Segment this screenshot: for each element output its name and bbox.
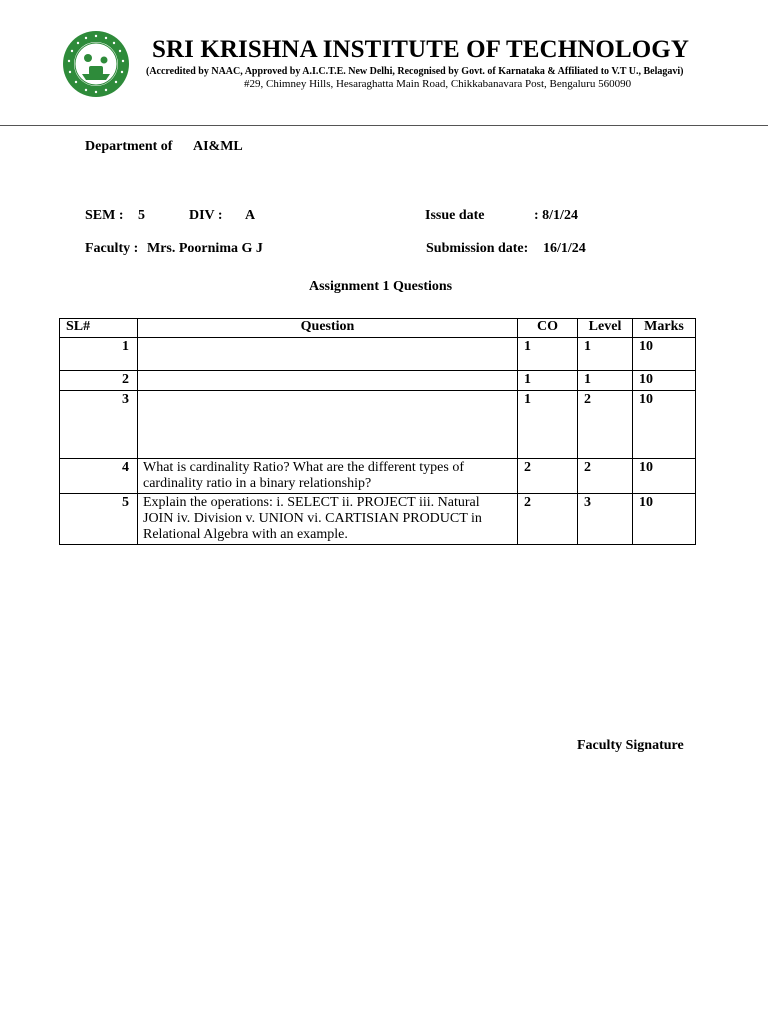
accreditation-line: (Accredited by NAAC, Approved by A.I.C.T.E. New Delhi, Recognised by Govt. of Karnataka & Affiliated to V.T U., Belagavi) xyxy=(146,66,684,77)
department-value: AI&ML xyxy=(193,139,243,154)
institute-address: #29, Chimney Hills, Hesaraghatta Main Road, Chikkabanavara Post, Bengaluru 560090 xyxy=(244,78,632,90)
table-row xyxy=(60,391,696,459)
sl-cell: 5 xyxy=(60,494,138,545)
sl-cell: 1 xyxy=(60,338,138,371)
faculty-label: Faculty : xyxy=(85,241,139,256)
marks-cell: 10 xyxy=(633,338,696,371)
question-cell: Explain the operations: i. SELECT ii. PROJECT iii. Natural JOIN iv. Division v. UNION vi. CARTISIAN PRODUCT in Relational Algebra with an example. xyxy=(138,494,518,545)
co-cell: 1 xyxy=(518,338,578,371)
institute-logo xyxy=(62,30,130,98)
submission-date-value: 16/1/24 xyxy=(543,241,586,256)
faculty-signature-label: Faculty Signature xyxy=(577,738,684,753)
table-row xyxy=(60,371,696,391)
question-cell xyxy=(138,391,518,459)
column-header: Marks xyxy=(633,319,696,338)
table-row xyxy=(60,494,696,545)
sem-value: 5 xyxy=(138,208,145,223)
marks-cell: 10 xyxy=(633,494,696,545)
issue-date-value: : 8/1/24 xyxy=(534,208,578,223)
department-label: Department of xyxy=(85,139,173,154)
level-cell: 2 xyxy=(578,459,633,494)
column-header: CO xyxy=(518,319,578,338)
co-cell: 2 xyxy=(518,494,578,545)
sl-cell: 2 xyxy=(60,371,138,391)
column-header: Level xyxy=(578,319,633,338)
question-cell xyxy=(138,338,518,371)
question-cell xyxy=(138,371,518,391)
level-cell: 2 xyxy=(578,391,633,459)
div-value: A xyxy=(245,208,256,223)
level-cell: 3 xyxy=(578,494,633,545)
table-header-row xyxy=(60,319,696,338)
marks-cell: 10 xyxy=(633,459,696,494)
column-header: SL# xyxy=(60,319,138,338)
sl-cell: 3 xyxy=(60,391,138,459)
co-cell: 2 xyxy=(518,459,578,494)
table-row xyxy=(60,338,696,371)
header-divider xyxy=(0,125,768,126)
div-label: DIV : xyxy=(189,208,223,223)
question-cell: What is cardinality Ratio? What are the different types of cardinality ratio in a binary relationship? xyxy=(138,459,518,494)
assignment-title: Assignment 1 Questions xyxy=(309,279,453,294)
sem-label: SEM : xyxy=(85,208,124,223)
submission-date-label: Submission date: xyxy=(426,241,529,256)
co-cell: 1 xyxy=(518,371,578,391)
level-cell: 1 xyxy=(578,371,633,391)
institute-name: SRI KRISHNA INSTITUTE OF TECHNOLOGY xyxy=(152,36,689,63)
marks-cell: 10 xyxy=(633,371,696,391)
sl-cell: 4 xyxy=(60,459,138,494)
issue-date-label: Issue date xyxy=(425,208,485,223)
faculty-value: Mrs. Poornima G J xyxy=(147,241,263,256)
co-cell: 1 xyxy=(518,391,578,459)
questions-table xyxy=(59,318,696,545)
table-row xyxy=(60,459,696,494)
marks-cell: 10 xyxy=(633,391,696,459)
column-header: Question xyxy=(138,319,518,338)
level-cell: 1 xyxy=(578,338,633,371)
